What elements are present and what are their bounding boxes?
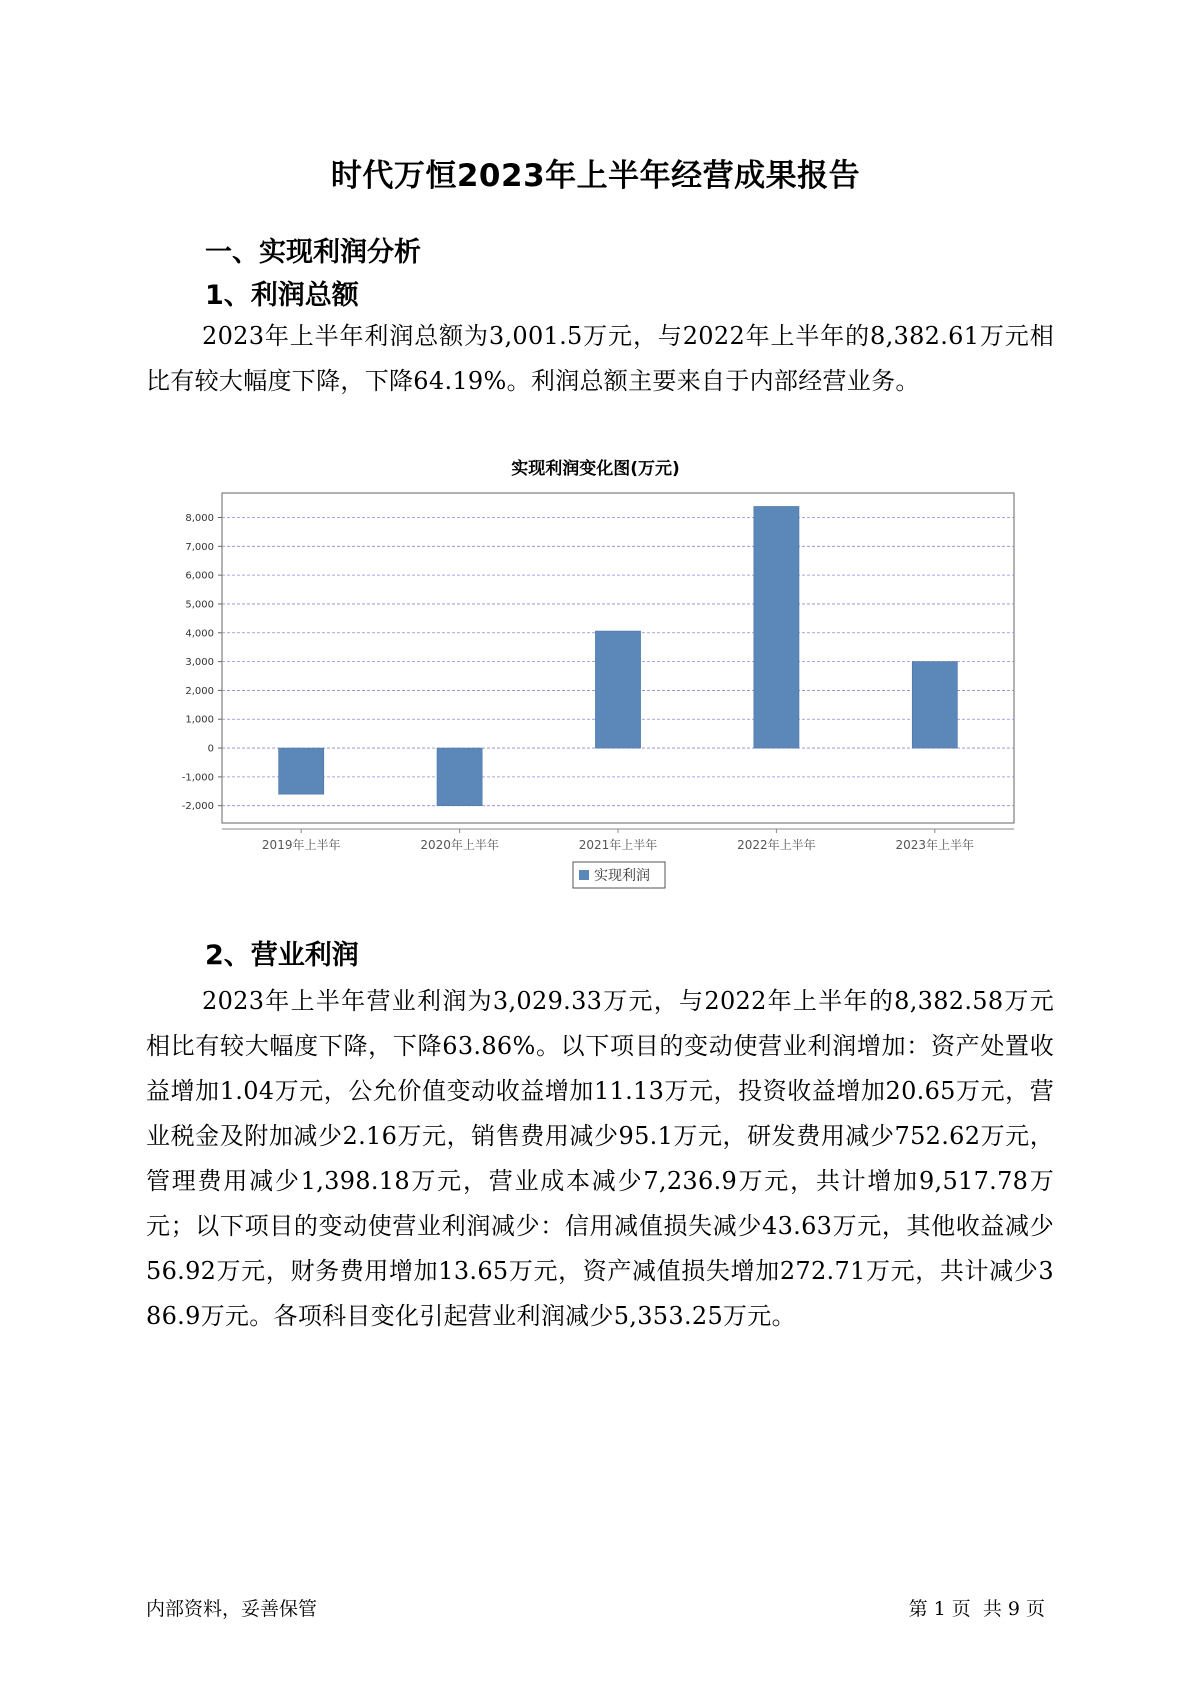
document-title: 时代万恒2023年上半年经营成果报告 [330,158,861,194]
bar [595,631,640,748]
x-category-label: 2019年上半年 [261,838,341,852]
legend-swatch [579,870,589,880]
section-heading-profit-analysis: 一、实现利润分析 [205,237,421,268]
y-tick-label: 5,000 [185,599,214,611]
bar [279,748,324,794]
paragraph-operating-profit: 2023年上半年营业利润为3,029.33万元，与2022年上半年的8,382.58万元相比有较大幅度下降，下降63.86%。以下项目的变动使营业利润增加：资产处置收益增加1.04万元，公允价值变动收益增加11.13万元，投资收益增加20.65万元，营业税金及附加减少2.16万元，销售费用减少95.1万元，研发费用减少752.62万元，管理费用减少1,398.18万元，营业成本减少7,236.9万元，共计增加9,517.78万元；以下项目的变动使营业利润减少：信用减值损失减少43.63万元，其他收益减少56.92万元，财务费用增加13.65万元，资产减值损失增加272.71万元，共计减少386.9万元。各项科目变化引起营业利润减少5,353.25万元。 [146,987,1054,1330]
y-tick-label: 6,000 [185,570,214,582]
y-tick-label: 1,000 [185,714,214,726]
y-tick-label: 8,000 [185,512,214,524]
profit-bar-chart [150,480,1030,920]
subsection-heading-operating-profit: 2、营业利润 [205,940,359,971]
bar [754,506,799,748]
bar [437,748,482,806]
x-category-label: 2023年上半年 [895,838,975,852]
subsection-heading-total-profit: 1、利润总额 [205,280,359,311]
y-tick-label: 0 [207,743,214,755]
footer-total-pages: 共 9 页 [982,1598,1045,1620]
bar [912,662,957,749]
y-tick-label: -1,000 [181,772,214,784]
chart-title: 实现利润变化图(万元) [511,459,680,479]
x-category-label: 2022年上半年 [737,838,816,852]
y-tick-label: 2,000 [185,685,214,697]
footer-page-number [903,1594,1045,1621]
paragraph-total-profit: 2023年上半年利润总额为3,001.5万元，与2022年上半年的8,382.61万元相比有较大幅度下降，下降64.19%。利润总额主要来自于内部经营业务。 [146,322,1054,395]
y-tick-label: 3,000 [185,657,214,669]
footer-current-page: 第 1 页 [908,1598,971,1620]
legend-label: 实现利润 [594,868,650,884]
x-category-label: 2021年上半年 [578,838,658,852]
x-category-label: 2020年上半年 [420,838,499,852]
y-tick-label: -2,000 [181,801,214,813]
y-tick-label: 4,000 [185,628,214,640]
footer-confidential-note: 内部资料，妥善保管 [146,1598,318,1620]
y-tick-label: 7,000 [185,541,214,553]
